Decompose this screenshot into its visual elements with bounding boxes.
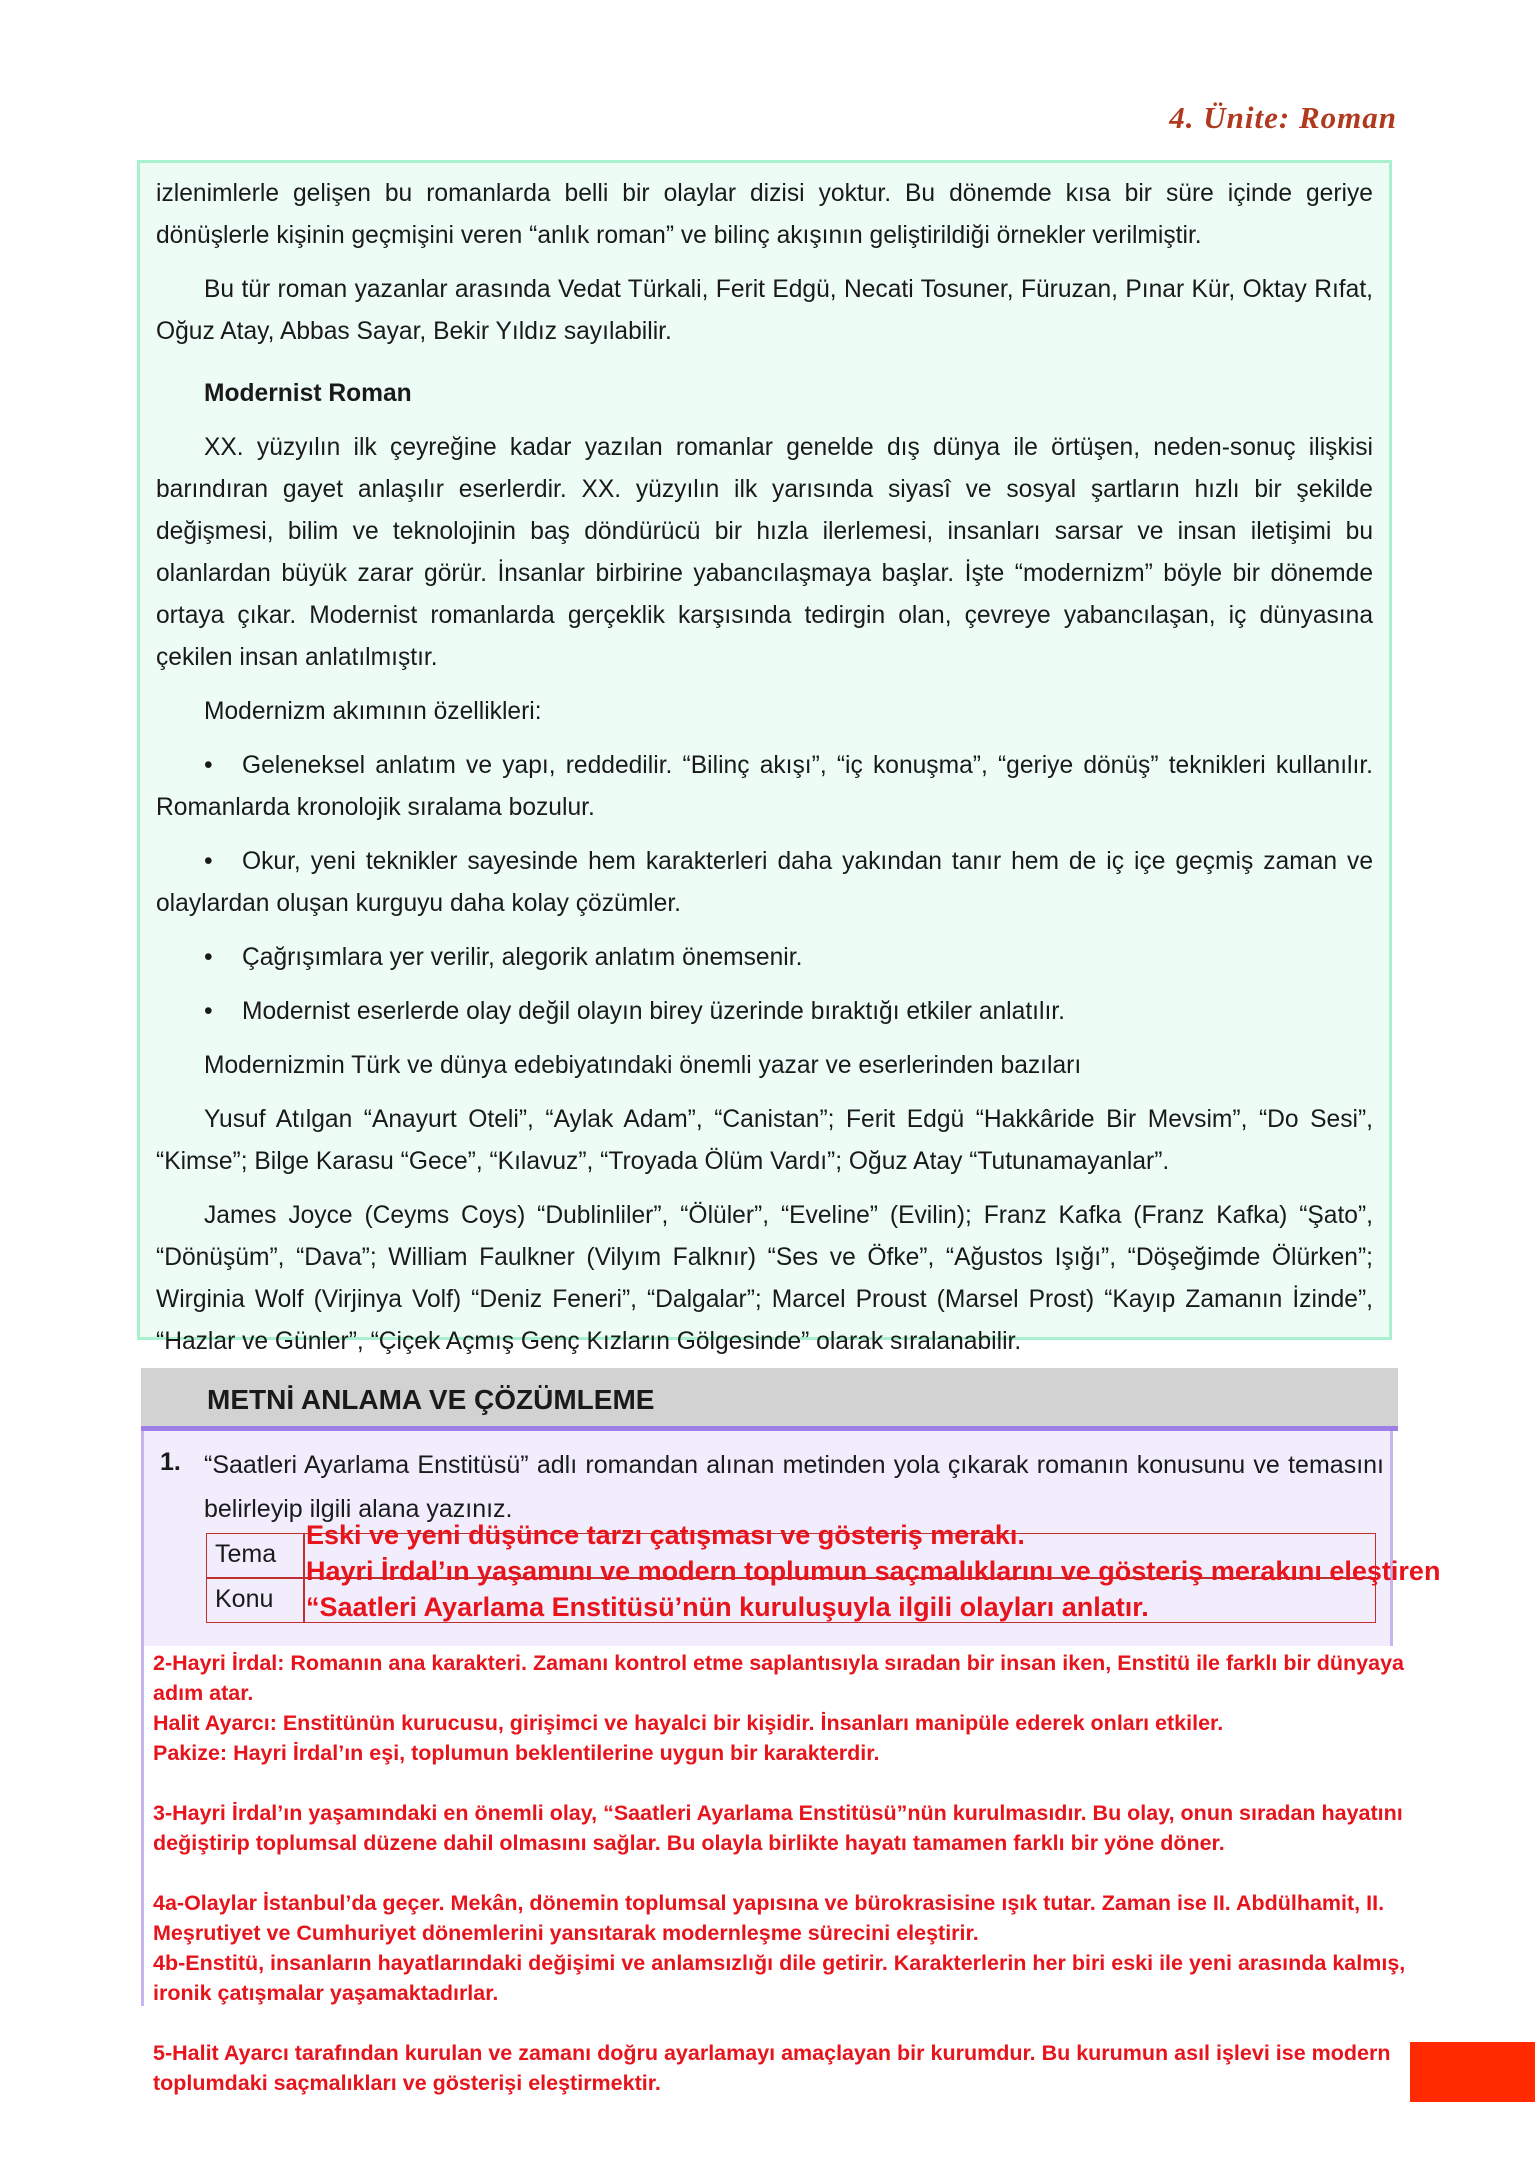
tema-answer: Eski ve yeni düşünce tarzı çatışması ve gösteriş merakı. [306, 1520, 1025, 1550]
reading-text-box [137, 160, 1392, 1355]
bullet-item [156, 991, 1373, 1033]
answer-line: 4a-Olaylar İstanbul’da geçer. Mekân, dönemin toplumsal yapısına ve bürokrasisine ışık tutar. Zaman ise II. Abdülhamit, II. Meşrutiyet ve Cumhuriyet dönemlerini yansıtarak modernleşme sürecini eleştirir. [153, 1891, 1385, 1945]
question-box-border [141, 1646, 144, 2006]
question-text: “Saatleri Ayarlama Enstitüsü” adlı romandan alınan metinden yola çıkarak romanın konusunu ve temasını belirleyip ilgili alana yazınız. [204, 1451, 1384, 1523]
bullet-text: Modernist eserlerde olay değil olayın birey üzerinde bıraktığı etkiler anlatılır. [242, 998, 1065, 1025]
bullet-item [156, 937, 1373, 979]
unit-title: 4. Ünite: Roman [1169, 100, 1397, 135]
page-tab [1410, 2042, 1535, 2102]
bullet-icon: • [204, 944, 213, 971]
paragraph: James Joyce (Ceyms Coys) “Dublinliler”, “Ölüler”, “Eveline” (Evilin); Franz Kafka (Franz Kafka) “Şato”, “Dönüşüm”, “Dava”; William Faulkner (Vilyım Falknır) “Ses ve Öfke”, “Ağustos Işığı”, “Döşeğimde Ölürken”; Wirginia Wolf (Virjinya Volf) “Deniz Feneri”, “Dalgalar”; Marcel Proust (Marsel Prost) “Kayıp Zamanın İzinde”, “Hazlar ve Günler”, “Çiçek Açmış Genç Kızların Gölgesinde” olarak sıralanabilir. [156, 1202, 1373, 1355]
section-title: METNİ ANLAMA VE ÇÖZÜMLEME [207, 1384, 655, 1415]
bullet-icon: • [204, 998, 213, 1025]
section-header [141, 1368, 1398, 1431]
paragraph: Yusuf Atılgan “Anayurt Oteli”, “Aylak Adam”, “Canistan”; Ferit Edgü “Hakkâride Bir Mevsim”, “Do Sesi”, “Kimse”; Bilge Karasu “Gece”, “Kılavuz”, “Troyada Ölüm Vardı”; Oğuz Atay “Tutunamayanlar”. [156, 1106, 1373, 1175]
bullet-text: Geleneksel anlatım ve yapı, reddedilir. “Bilinç akışı”, “iç konuşma”, “geriye dönüş” teknikleri kullanılır. Romanlarda kronolojik sıralama bozulur. [156, 752, 1373, 821]
bullet-text: Okur, yeni teknikler sayesinde hem karakterleri daha yakından tanır hem de iç içe geçmiş zaman ve olaylardan oluşan kurguyu daha kolay çözümler. [156, 848, 1373, 917]
answer-line: Pakize: Hayri İrdal’ın eşi, toplumun beklentilerine uygun bir karakterdir. [153, 1741, 880, 1765]
paragraph: XX. yüzyılın ilk çeyreğine kadar yazılan romanlar genelde dış dünya ile örtüşen, neden-sonuç ilişkisi barındıran gayet anlaşılır eserlerdir. XX. yüzyılın ilk yarısında siyasî ve sosyal şartların hızlı bir şekilde değişmesi, bilim ve teknolojinin baş döndürücü bir hızla ilerlemesi, insanları sarsar ve insan iletişimi bu olanlardan büyük zarar görür. İnsanlar birbirine yabancılaşmaya başlar. İşte “modernizm” böyle bir dönemde ortaya çıkar. Modernist romanlarda gerçeklik karşısında tedirgin olan, çevreye yabancılaşan, iç dünyasına çekilen insan anlatılmıştır. [156, 434, 1373, 671]
paragraph: izlenimlerle gelişen bu romanlarda belli bir olaylar dizisi yoktur. Bu dönemde kısa bir süre içinde geriye dönüşlerle kişinin geçmişini veren “anlık roman” ve bilinç akışının geliştirildiği örnekler verilmiştir. [156, 180, 1373, 249]
bullet-item [156, 745, 1373, 829]
paragraph: Modernizm akımının özellikleri: [204, 698, 542, 725]
section-heading: Modernist Roman [204, 380, 412, 407]
answer-line: 3-Hayri İrdal’ın yaşamındaki en önemli olay, “Saatleri Ayarlama Enstitüsü”nün kurulmasıdır. Bu olay, onun sıradan hayatını değiştirip toplumsal düzene dahil olmasını sağlar. Bu olayla birlikte hayatı tamamen farklı bir yöne döner. [153, 1801, 1403, 1855]
bullet-text: Çağrışımlara yer verilir, alegorik anlatım önemsenir. [242, 944, 803, 971]
bullet-icon: • [204, 848, 213, 875]
konu-answer-line: Hayri İrdal’ın yaşamını ve modern toplumun saçmalıklarını ve gösteriş merakını eleştiren [306, 1556, 1441, 1586]
handwritten-answers [153, 1648, 1415, 2098]
konu-answer-line: “Saatleri Ayarlama Enstitüsü’nün kuruluşuyla ilgili olayları anlatır. [306, 1592, 1149, 1622]
answer-line: 5-Halit Ayarcı tarafından kurulan ve zamanı doğru ayarlamayı amaçlayan bir kurumdur. Bu kurumun asıl işlevi ise modern toplumdaki saçmalıkları ve gösterişi eleştirmektir. [153, 2041, 1391, 2095]
paragraph: Bu tür roman yazanlar arasında Vedat Türkali, Ferit Edgü, Necati Tosuner, Füruzan, Pınar Kür, Oktay Rıfat, Oğuz Atay, Abbas Sayar, Bekir Yıldız sayılabilir. [156, 276, 1373, 345]
paragraph: Modernizmin Türk ve dünya edebiyatındaki önemli yazar ve eserlerinden bazıları [204, 1052, 1082, 1079]
tema-label: Tema [206, 1533, 304, 1578]
konu-label: Konu [206, 1578, 304, 1623]
answer-line: Halit Ayarcı: Enstitünün kurucusu, girişimci ve hayalci bir kişidir. İnsanları manipüle ederek onları etkiler. [153, 1711, 1224, 1735]
bullet-item [156, 841, 1373, 925]
bullet-icon: • [204, 752, 213, 779]
answer-line: 4b-Enstitü, insanların hayatlarındaki değişimi ve anlamsızlığı dile getirir. Karakterlerin her biri eski ile yeni arasında kalmış, ironik çatışmalar yaşamaktadırlar. [153, 1951, 1406, 2005]
question-number: 1. [160, 1448, 181, 1476]
answer-line: 2-Hayri İrdal: Romanın ana karakteri. Zamanı kontrol etme saplantısıyla sıradan bir insan iken, Enstitü ile farklı bir dünyaya adım atar. [153, 1651, 1404, 1705]
